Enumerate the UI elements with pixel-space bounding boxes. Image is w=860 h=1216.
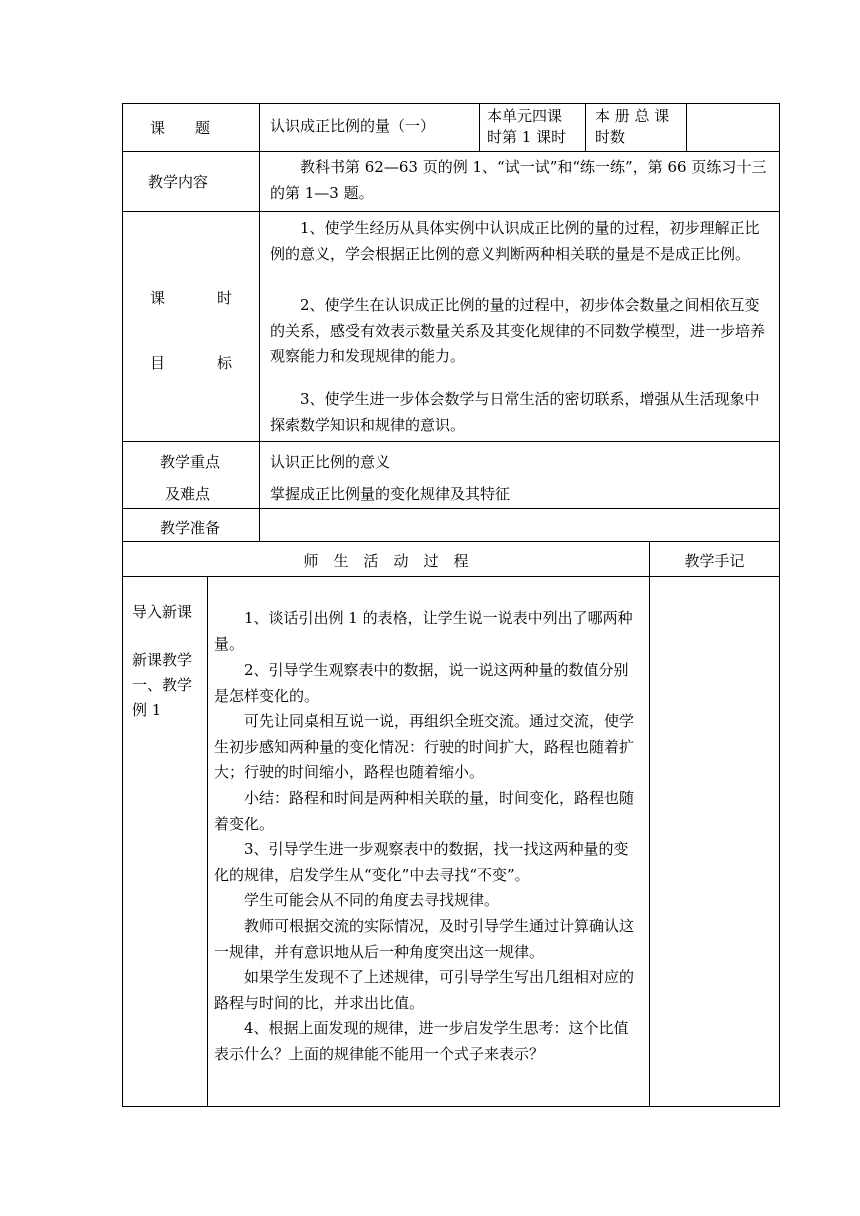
table-border-bottom <box>122 1106 780 1107</box>
key-difficulty: 掌握成正比例量的变化规律及其特征 <box>270 485 511 503</box>
objective-item: 2、使学生在认识成正比例的量的过程中，初步体会数量之间相依互变的关系，感受有效表示数量关系及其变化规律的不同数学模型，进一步培养观察能力和发现规律的能力。 <box>270 296 766 365</box>
unit-hours-line2: 时第 1 课时 <box>487 128 567 146</box>
row-divider <box>122 576 780 577</box>
process-paragraph: 3、引导学生进一步观察表中的数据，找一找这两种量的变化的规律，启发学生从“变化”中去寻找“不变”。 <box>214 840 629 884</box>
objectives-label-2: 时 <box>217 289 233 307</box>
col-divider <box>686 103 687 151</box>
col-divider <box>649 541 650 1106</box>
objectives-label-4: 标 <box>217 354 233 372</box>
col-divider <box>259 103 260 541</box>
stage-new-line3: 例 1 <box>132 701 162 719</box>
table-border-left <box>122 103 123 1107</box>
stage-intro: 导入新课 <box>132 603 193 621</box>
content-label: 教学内容 <box>148 173 209 191</box>
key-points-label-line1: 教学重点 <box>160 453 221 471</box>
table-border-top <box>122 103 780 104</box>
process-paragraph: 1、谈话引出例 1 的表格，让学生说一说表中列出了哪两种量。 <box>214 609 633 653</box>
process-paragraph: 学生可能会从不同的角度去寻找规律。 <box>244 891 500 909</box>
notes-header: 教学手记 <box>684 552 745 570</box>
book-hours-line2: 时数 <box>595 128 626 146</box>
stage-new-line2: 一、教学 <box>132 676 193 694</box>
key-point: 认识正比例的意义 <box>270 453 391 471</box>
process-header: 师 生 活 动 过 程 <box>303 552 469 570</box>
objective-item: 1、使学生经历从具体实例中认识成正比例的量的过程，初步理解正比例的意义，学会根据正比例的意义判断两种相关联的量是不是成正比例。 <box>270 219 760 263</box>
book-hours-line1: 本 册 总 课 <box>595 107 670 125</box>
row-divider <box>122 211 780 212</box>
row-divider <box>122 151 780 152</box>
process-paragraph: 教师可根据交流的实际情况，及时引导学生通过计算确认这一规律，并有意识地从后一种角度突出这一规律。 <box>214 917 635 961</box>
table-border-right <box>779 103 780 1107</box>
objective-item: 3、使学生进一步体会数学与日常生活的密切联系，增强从生活现象中探索数学知识和规律的意识。 <box>270 390 760 434</box>
col-divider <box>207 576 208 1106</box>
title-label: 课 题 <box>150 119 211 137</box>
row-divider <box>122 441 780 442</box>
key-points-label-line2: 及难点 <box>165 485 211 503</box>
objectives-label-1: 课 <box>150 289 166 307</box>
content-text: 教科书第 62—63 页的例 1、“试一试”和“练一练”，第 66 页练习十三的第 1—3 题。 <box>270 158 767 202</box>
preparation-label: 教学准备 <box>160 519 221 537</box>
col-divider <box>479 103 480 151</box>
process-paragraph: 可先让同桌相互说一说，再组织全班交流。通过交流，使学生初步感知两种量的变化情况：行驶的时间扩大，路程也随着扩大；行驶的时间缩小，路程也随着缩小。 <box>214 712 635 781</box>
lesson-title: 认识成正比例的量（一） <box>270 117 436 135</box>
row-divider <box>122 508 780 509</box>
process-paragraph: 4、根据上面发现的规律，进一步启发学生思考：这个比值表示什么？上面的规律能不能用一个式子来表示？ <box>214 1019 629 1063</box>
stage-new-line1: 新课教学 <box>132 651 193 669</box>
unit-hours-line1: 本单元四课 <box>487 107 563 125</box>
objectives-label-3: 目 <box>150 354 166 372</box>
process-paragraph: 2、引导学生观察表中的数据，说一说这两种量的数值分别是怎样变化的。 <box>214 661 629 705</box>
process-paragraph: 如果学生发现不了上述规律，可引导学生写出几组相对应的路程与时间的比，并求出比值。 <box>214 968 635 1012</box>
process-paragraph: 小结：路程和时间是两种相关联的量，时间变化，路程也随着变化。 <box>214 789 635 833</box>
col-divider <box>585 103 586 151</box>
row-divider <box>122 541 780 542</box>
